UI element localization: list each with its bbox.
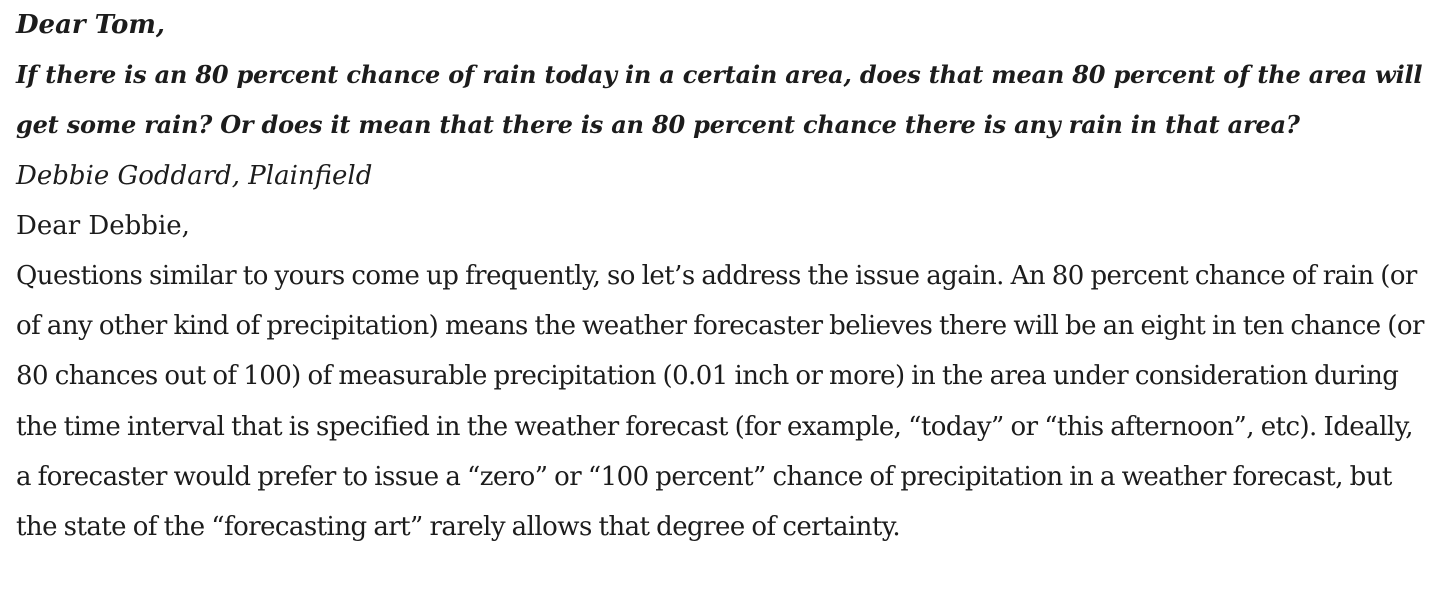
letter-question: If there is an 80 percent chance of rain today in a certain area, does that mean 80 percent of the area will get some rain? Or does it mean that there is an 80 percent chance there is any rain in that area? bbox=[16, 60, 1423, 140]
reply-salutation: Dear Debbie, bbox=[16, 210, 190, 241]
letter-signature: Debbie Goddard, Plainfield bbox=[16, 160, 373, 191]
letter-salutation: Dear Tom, bbox=[16, 10, 165, 40]
reply-body: Questions similar to yours come up frequently, so let’s address the issue again. An 80 percent chance of rain (or of any other kind of precipitation) means the weather forecaster believes there will be an eight in ten chance (or 80 chances out of 100) of measurable precipitation (0.01 inch or more) in the area under consideration during the time interval that is specified in the weather forecast (for example, “today” or “this afternoon”, etc). Ideally, a forecaster would prefer to issue a “zero” or “100 percent” chance of precipitation in a weather forecast, but the state of the “forecasting art” rarely allows that degree of certainty. bbox=[16, 261, 1424, 543]
